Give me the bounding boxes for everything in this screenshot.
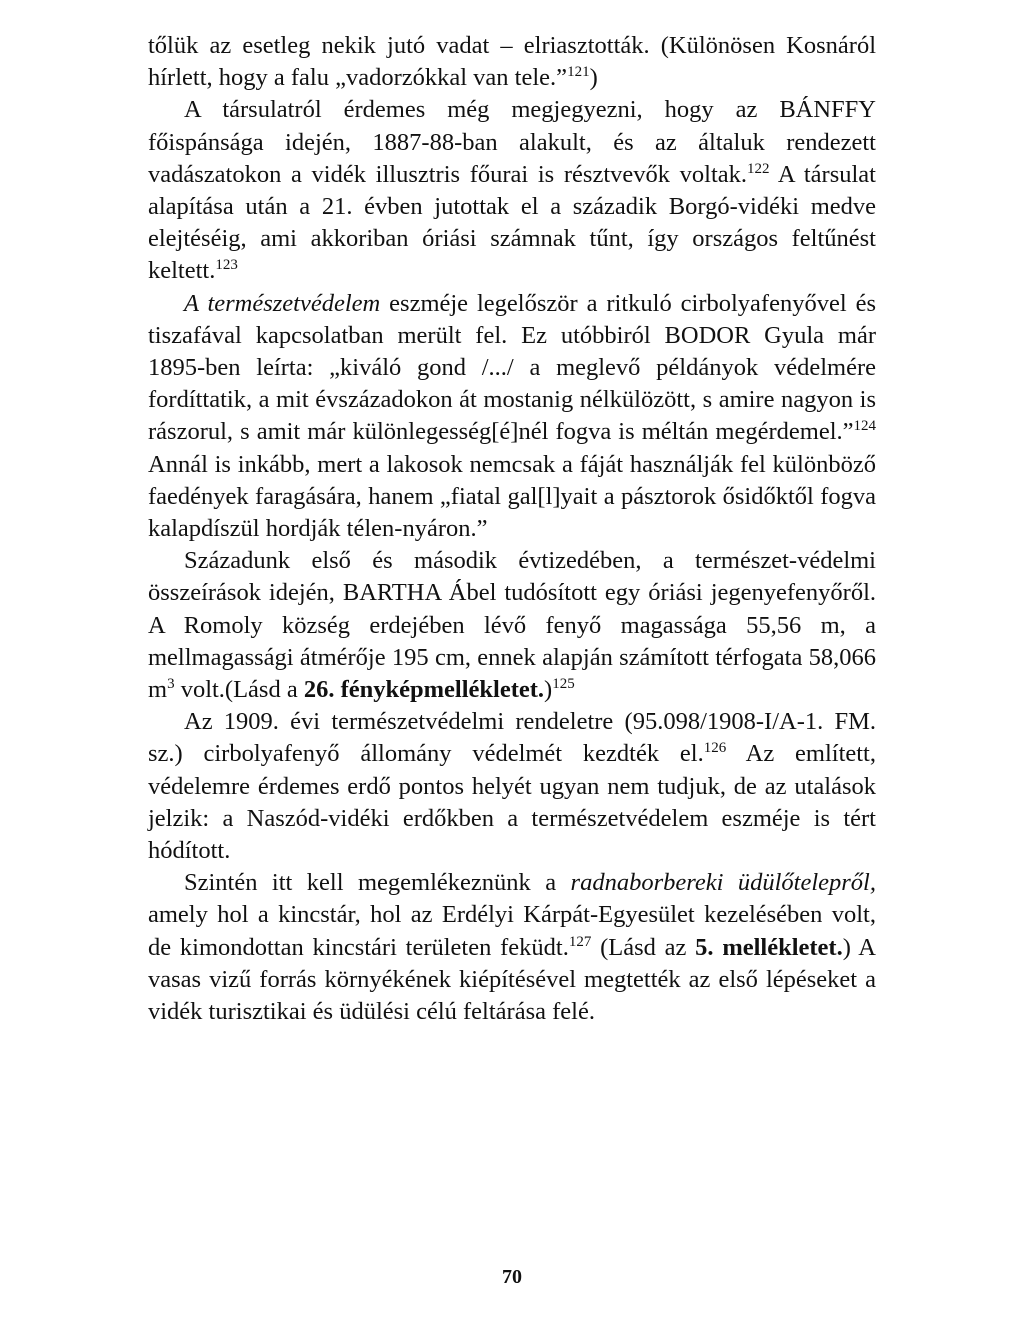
paragraph (148, 867, 876, 1028)
paragraph (148, 288, 876, 546)
page-number: 70 (502, 1266, 522, 1288)
text-run: Az említett, védelemre érdemes erdő pontos helyét ugyan nem tudjuk, de az utalások jelzik: a Naszód-vidéki erdőkben a természetvédelem eszméje is tért hódított. (148, 740, 876, 865)
page-body (148, 30, 876, 1028)
italic-text: radnaborbereki üdülőtelepről, (570, 869, 876, 897)
italic-text: A természetvédelem (184, 289, 381, 317)
footnote-ref: 123 (215, 257, 238, 274)
paragraph (148, 545, 876, 706)
text-run: Az 1909. évi természetvédelmi rendeletre (95.098/1908-I/A-1. FM. sz.) cirbolyafenyő állomány védelmét kezdték el. (148, 708, 876, 768)
footnote-ref: 3 (167, 676, 175, 693)
text-run: Szintén itt kell megemlékeznünk a (184, 869, 571, 897)
text-run: ) (589, 64, 598, 92)
text-run: Annál is inkább, mert a lakosok nemcsak a fáját használják fel különböző faedények faragására, hanem „fiatal gal[l]yait a pásztorok ősidőktől fogva kalapdíszül hordják télen-nyáron.” (148, 450, 876, 543)
text-run: A társulatról érdemes még megjegyezni, hogy az BÁNFFY főispánsága idején, 1887-88-ban alakult, és az általuk rendezett vadászatokon a vidék illusztris főurai is résztvevők voltak. (148, 96, 876, 188)
bold-text: 26. fényképmellékletet. (303, 676, 545, 704)
text-body (148, 30, 876, 1028)
bold-text: 5. mellékletet. (695, 933, 843, 961)
paragraph (148, 706, 876, 867)
text-run: A társulat alapítása után a 21. évben jutottak el a századik Borgó-vidéki medve elejtéséig, ami akkoriban óriási számnak tűnt, így országos feltűnést keltett. (148, 160, 876, 285)
paragraph (148, 30, 876, 94)
text-run: Századunk első és második évtizedében, a természet-védelmi összeírások idején, BARTHA Ábel tudósított egy óriási jegenyefenyőről. A Romoly község erdejében lévő fenyő magassága 55,56 m, a mellmagassági átmérője 195 cm, ennek alapján számított térfogata 58,066 m (148, 547, 876, 704)
text-run: ) A vasas vizű forrás környékének kiépítésével megtették az első lépéseket a vidék turisztikai és üdülési célú feltárása felé. (148, 933, 876, 1026)
footnote-ref: 121 (567, 64, 590, 81)
text-run: (Lásd az (591, 933, 696, 961)
footnote-ref: 124 (853, 418, 876, 435)
text-run: tőlük az esetleg nekik jutó vadat – elriasztották. (Különösen Kosnáról hírlett, hogy a falu „vadorzókkal van tele.” (148, 32, 876, 92)
text-run: eszméje legelőször a ritkuló cirbolyafenyővel és tiszafával kapcsolatban merült fel. Ez utóbbiról BODOR Gyula már 1895-ben leírta: „kiváló gond /.../ a meglevő példányok védelmére fordíttatik, a mit évszázadokon át mostanig nélkülözött, s amire nagyon is rászorul, s amit már különlegesség[é]nél fogva is méltán megérdemel.” (148, 289, 876, 446)
text-run: volt.(Lásd a (174, 676, 304, 704)
footnote-ref: 122 (747, 160, 770, 177)
text-run: amely hol a kincstár, hol az Erdélyi Kárpát-Egyesület kezelésében volt, de kimondottan kincstári területen feküdt. (148, 901, 876, 961)
footnote-ref: 127 (568, 933, 592, 950)
text-run: ) (544, 676, 553, 704)
footnote-ref: 126 (703, 740, 727, 757)
footnote-ref: 125 (552, 676, 575, 693)
paragraph (148, 94, 876, 287)
